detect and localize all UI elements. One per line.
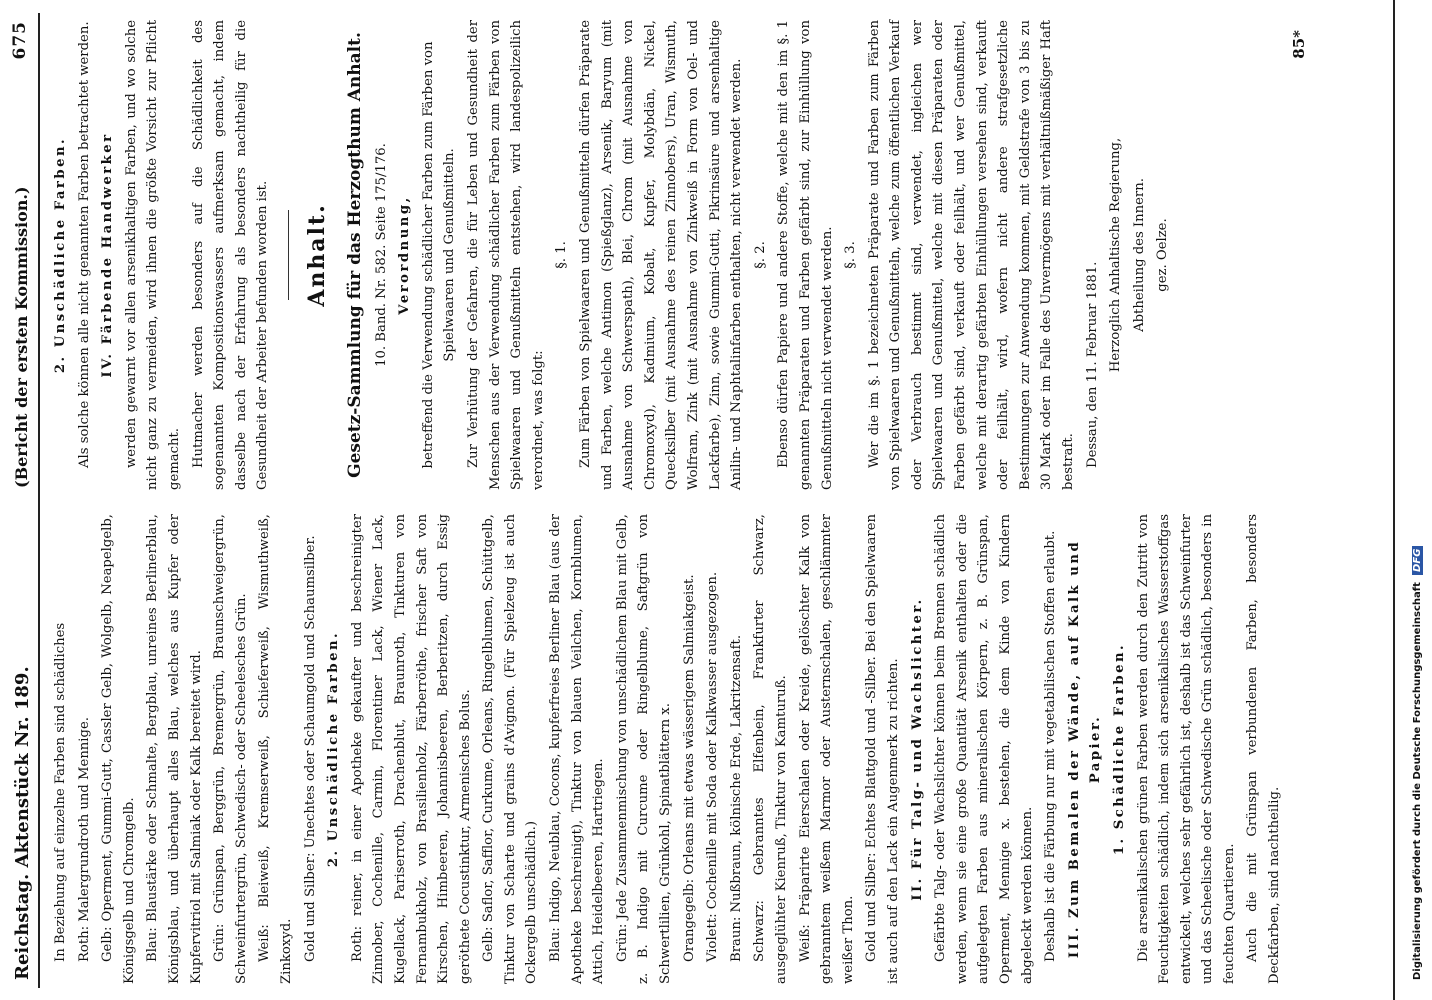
centered-line: betreffend die Verwendung schädlicher Farben zum Färben von Spielwaaren und Genußmitteln. bbox=[420, 41, 458, 469]
section-heading: Verordnung, bbox=[397, 195, 413, 315]
header-left: Reichstag. Aktenstück Nr. 189. bbox=[12, 666, 33, 980]
paragraph: Auch die mit Grünspan verbundenen Farben, besonders Deckfarben, sind nachtheilig. bbox=[1245, 514, 1283, 984]
signature-mark: 85* bbox=[1290, 30, 1308, 59]
paragraph: Die arsenikalischen grünen Farben werden durch den Zutritt von Feuchtigkeiten schädlich, indem sich arsenikalisches Wasserstoffgas entwickelt, welches sehr gefährlich ist, deshalb ist das Schweinfurter und das Scheelische oder Schwedische Grün schädlich, besonders in feuchten Quartieren. bbox=[1135, 514, 1237, 984]
paragraph: In Beziehung auf einzelne Farben sind schädliches bbox=[53, 622, 68, 962]
paragraph: Roth: reiner, in einer Apotheke gekaufter und beschreinigter Zinnober, Cochenille, Carmin, Florentiner Lack, Wiener Lack, Kugellack, Pariserroth, Drachenblut, Braunroth, Tinkturen von Fernambukholz, von Brasilienholz, Färberröthe, frischer Saft von Kirschen, Himbeeren, Johannisbeeren, Berberitzen, durch Essig geröthete Cocustinktur, Armenisches Bolus. bbox=[349, 514, 473, 984]
paragraph: Blau: Blaustärke oder Schmalte, Bergblau, unreines Berlinerblau, Königsblau, und überhaupt alles Blau, welches aus Kupfer oder Kupfervitriol mit Salmiak oder Kalk bereitet wird. bbox=[145, 514, 204, 984]
paragraph: Als solche können alle nicht genannten Farben betrachtet werden. bbox=[76, 21, 92, 468]
paragraph: Weiß: Bleiweiß, Kremserweiß, Schieferweiß, Wismuthweiß, Zinkoxyd. bbox=[257, 514, 294, 984]
page-edge bbox=[1393, 0, 1395, 1000]
paragraph: Hutmacher werden besonders auf die Schädlichkeit des sogenannten Kompositionswassers aufmerksam gemacht, indem dasselbe nach der Erfahrung als besonders nachtheilig für die Gesundheit der Arbeiter befunden worden ist. bbox=[190, 20, 271, 490]
section-heading: II. Für Talg- und Wachslichter. bbox=[909, 597, 925, 901]
paragraph: Orangegelb: Orleans mit etwas wässerigem Salmiakgeist. bbox=[681, 574, 697, 962]
paragraph: Grün: Grünspan, Berggrün, Bremergrün, Braunschweigergrün, Schweinfurtergrün, Schwedisch- oder Scheelesches Grün. bbox=[212, 514, 249, 984]
centered-line: §. 1. bbox=[554, 241, 570, 269]
paragraph: Gold und Silber: Echtes Blattgold und -Silber. Bei den Spielwaaren ist auch auf den Lack ein Augenmerk zu richten. bbox=[864, 514, 901, 984]
state-heading: Anhalt. bbox=[304, 203, 331, 307]
running-header bbox=[6, 13, 42, 988]
paragraph: Deshalb ist die Färbung nur mit vegetabilischen Stoffen erlaubt. bbox=[1043, 530, 1059, 962]
right-column bbox=[50, 20, 1360, 490]
section-heading: 1. Schädliche Farben. bbox=[1111, 642, 1127, 856]
centered-line: 10. Band. Nr. 582. Seite 175/176. bbox=[373, 143, 389, 367]
paragraph: Roth: Malergrundroth und Mennige. bbox=[76, 717, 92, 962]
dfg-logo: DFG bbox=[1412, 546, 1423, 575]
signature-line: Herzoglich Anhaltische Regierung, bbox=[1108, 137, 1124, 373]
signature-line: gez. Oelze. bbox=[1155, 218, 1171, 292]
paragraph: Zur Verhütung der Gefahren, die für Leben und Gesundheit der Menschen aus der Verwendung schädlicher Farben zum Färben von Spielwaaren und Genußmitteln entstehen, wird landespolizeilich verordnet, was folgt: bbox=[466, 20, 546, 490]
paragraph: Gelb: Operment, Gummi-Gutt, Cassler Gelb, Wolgelb, Neapelgelb, Königsgelb und Chromgelb. bbox=[100, 514, 137, 984]
section-separator bbox=[288, 210, 290, 300]
centered-line: §. 3. bbox=[843, 241, 859, 269]
paragraph: Wer die im §. 1 bezeichneten Präparate und Farben zum Färben von Spielwaaren und Genußmitteln, welche zum öffentlichen Verkauf oder Verbrauch bestimmt sind, verwendet, ingleichen wer Spielwaaren und Genußmittel, welche mit diesen Präparaten oder Farben gefärbt sind, verkauft oder feilhält, und wer Genußmittel, welche mit derartig gefärbten Einhüllungen versehen sind, verkauft oder feilhält, wird, wofern nicht andere strafgesetzliche Bestimmungen zur Anwendung kommen, mit Geldstrafe von 3 bis zu 30 Mark oder im Falle des Unvermögens mit verhältnißmäßiger Haft bestraft. bbox=[866, 20, 1077, 490]
paragraph: Zum Färben von Spielwaaren und Genußmitteln dürfen Präparate und Farben, welche Antimon (Spießglanz), Arsenik, Baryum (mit Ausnahme von Schwerspath), Blei, Chrom (mit Ausnahme von Chromoxyd), Kadmium, Kobalt, Kupfer, Molybdän, Nickel, Quecksilber (mit Ausnahme des reinen Zinnobers), Uran, Wismuth, Wolfram, Zink (mit Ausnahme von Zinkweiß in Form von Oel- und Lackfarbe), Zinn, sowie Gummi-Gutti, Pikrinsäure und arsenhaltige Anilin- und Naphtalinfarben enthalten, nicht verwendet werden. bbox=[577, 20, 745, 490]
paragraph: Gelb: Saflor, Safflor, Curkume, Orleans, Ringelblumen, Schüttgelb, Tinktur von Scharte und grains d'Avignon. (Für Spielzeug ist auch Ockergelb unschädlich.) bbox=[481, 514, 540, 984]
header-rule bbox=[38, 13, 40, 988]
paragraph: Violett: Cochenille mit Soda oder Kalkwasser ausgezogen. bbox=[705, 571, 721, 962]
paragraph: Braun: Nußbraun, kölnische Erde, Lakritzensaft. bbox=[728, 634, 744, 962]
signature-line: Abtheilung des Innern. bbox=[1131, 178, 1147, 332]
paragraph: Gold und Silber: Unechtes oder Schaumgold und Schaumsilber. bbox=[302, 535, 318, 962]
paragraph: werden gewarnt vor allen arsenikhaltigen Farben, und wo solche nicht ganz zu vermeiden, wird ihnen die größte Vorsicht zur Pflicht gemacht. bbox=[123, 20, 182, 490]
page-number: 675 bbox=[10, 21, 30, 60]
paragraph: Ebenso dürfen Papiere und andere Stoffe, welche mit den im §. 1 genannten Präparaten und Farben gefärbt sind, zur Einhüllung von Genußmitteln nicht verwendet werden. bbox=[776, 20, 835, 490]
centered-line: §. 2. bbox=[752, 241, 768, 269]
header-center: (Bericht der ersten Kommission.) bbox=[12, 186, 31, 488]
section-heading: 2. Unschädliche Farben. bbox=[326, 630, 342, 868]
paragraph: Blau: Indigo, Neublau, Cocons, kupferfreies Berliner Blau (aus der Apotheke beschreinigt), Tinktur von blauen Veilchen, Kornblumen, Attich, Heidelbeeren, Hartriegen. bbox=[548, 514, 607, 984]
paragraph: Weiß: Präparirte Eierschalen oder Kreide, gelöschter Kalk von gebranntem weißem Marmor oder Austernschalen, geschlämmter weißer Thon. bbox=[797, 514, 856, 984]
paragraph: Schwarz: Gebranntes Elfenbein, Frankfurter Schwarz, ausgeglühter Kienruß, Tinktur von Kamturuß. bbox=[752, 514, 789, 984]
paragraph: Dessau, den 11. Februar 1881. bbox=[1084, 261, 1100, 468]
digitization-credit bbox=[1408, 20, 1426, 980]
section-heading: III. Zum Bemalen der Wände, auf Kalk und Papier. bbox=[1066, 539, 1104, 959]
section-heading: 2. Unschädliche Farben. bbox=[53, 136, 68, 374]
paragraph: Grün: Jede Zusammenmischung von unschädlichem Blau mit Gelb, z. B. Indigo mit Curcume oder Ringelblume, Saftgrün von Schwertlilien, Grünkohl, Spinatblättern x. bbox=[614, 514, 674, 984]
paragraph: Gefärbte Talg- oder Wachslichter können beim Brennen schädlich werden, wenn sie eine große Quantität Arsenik enthalten oder die aufgelegten Farben aus mineralischen Körpern, z. B. Grünspan, Operment, Mennige x. bestehen, die dem Kinde von Kindern abgeleckt werden können. bbox=[933, 514, 1035, 984]
section-heading: IV. Färbende Handwerker bbox=[100, 132, 116, 378]
left-column bbox=[50, 514, 1360, 984]
credit-text: Digitalisierung gefördert durch die Deutsche Forschungsgemeinschaft bbox=[1412, 582, 1423, 980]
law-gazette-title: Gesetz-Sammlung für das Herzogthum Anhalt. bbox=[345, 32, 366, 478]
